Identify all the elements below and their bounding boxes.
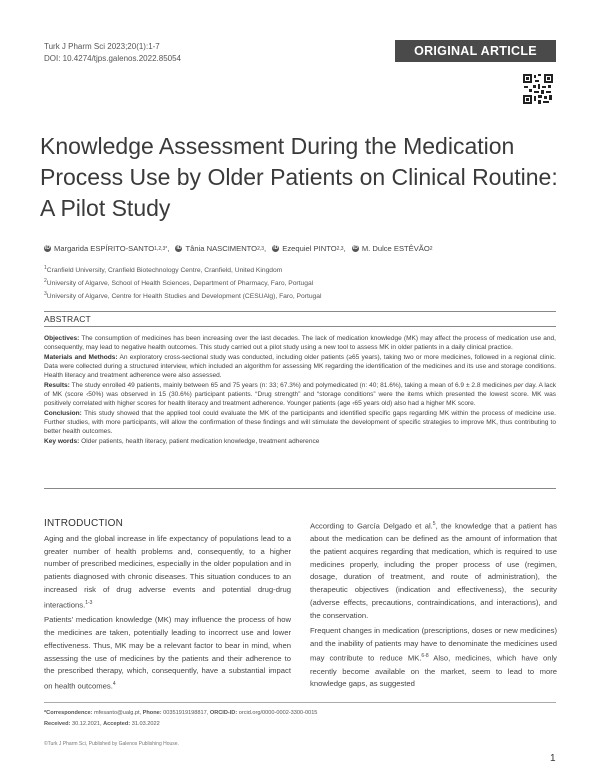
paragraph: Frequent changes in medication (prescriptions, doses or new medicines) and the inability of patients may have to denominate the medicines used may contribute to reduce MK.$^{6-8}$ Also, medicines, which have only recently become available on the market, seem to lead to more knowledge gaps, as suggested <box>310 625 557 689</box>
paragraph: According to García Delgado et al.$^5$, the knowledge that a patient has about the medication can be defined as the amount of information that the patient acquires regarding that medication, which is required to use medicines properly, including the proper process of use (regimen, dosage, duration of treatment, and route of administration), the therapeutic objectives (indication and effectiveness), the security (adverse effects, precautions, contraindications, and interactions), and the conservation. <box>310 521 557 620</box>
author-name: M. Dulce ESTÊVÃO <box>361 244 430 253</box>
author: iD Tânia NASCIMENTO 2,3 , <box>176 244 267 253</box>
abstract-bottom-rule <box>44 488 556 489</box>
author-name: Margarida ESPÍRITO-SANTO <box>54 244 155 253</box>
author-affiliation-mark: 2 <box>429 245 433 252</box>
abstract-heading-rule <box>44 326 556 327</box>
citation-ref[interactable]: 5 <box>432 521 436 527</box>
paragraph: Aging and the global increase in life expectancy of populations lead to a greater number of health problems and, consequently, to a higher number of prescribed medicines, especially in the older population and in patients diagnosed with chronic diseases. This situation conduces to an increased risk of drug adverse events and potential drug-drug interactions.$^{1-3}$ <box>44 534 291 610</box>
abstract-top-rule <box>44 311 556 312</box>
copyright-notice: ©Turk J Pharm Sci, Published by Galenos Publishing House. <box>44 741 179 747</box>
citation-ref[interactable]: 4 <box>112 680 116 687</box>
author-list <box>44 242 437 253</box>
abstract-keywords: Key words: Older patients, health literacy, patient medication knowledge, treatment adherence <box>44 437 320 445</box>
paragraph: Patients’ medication knowledge (MK) may influence the process of how the medicines are taken, potentially leading to incorrect use and lower effectiveness. Thus, MK may be a relevant factor to bear in mind, when assessing the use of medicines by the patients and their adherence to the prescribed therapy, which, consequently, have a substantial impact on health outcomes.$^4$ <box>44 615 291 691</box>
abstract-results: Results: The study enrolled 49 patients, mainly between 65 and 75 years (n: 33; 67.3%) and polymedicated (n: 40; 81.6%), taking a mean of 6.9 ± 2.8 medicines per day. A lack of MK (score ‹50%) was observed in 15 (30.6%) participant patients. “Drug strength” and “storage conditions” were the items which presented the lowest score. MK was positively correlated with higher scores for health literacy and treatment adherence. Younger patients (age ‹65 years old) also had a higher MK score. <box>44 381 556 408</box>
citation-ref[interactable]: 6-8 <box>421 653 429 660</box>
dates-line: Received: 30.12.2021, Accepted: 31.03.2022 <box>44 720 160 727</box>
author-affiliation-mark: 1,2,3* <box>154 245 168 252</box>
orcid-icon[interactable]: iD <box>273 245 279 251</box>
affiliation: $^2$University of Algarve, School of Health Sciences, Department of Pharmacy, Faro, Portugal <box>44 278 314 288</box>
abstract-conclusion: Conclusion: This study showed that the applied tool could evaluate the MK of the participants and identified specific gaps regarding MK within the process of medicine use. Further studies, with more participants, will allow the confirmation of these findings and will stimulate the development of specific strategies to improve MK, thus contributing to better health outcomes. <box>44 409 556 436</box>
page-number: 1 <box>550 753 556 764</box>
author-name: Tânia NASCIMENTO <box>185 244 258 253</box>
journal-line: Turk J Pharm Sci 2023;20(1):1-7 <box>44 42 160 51</box>
abstract-objectives: Objectives: The consumption of medicines has been increasing over the last decades. The lack of medication knowledge (MK) may affect the process of medication use and, consequently, may lead to negative health outcomes. This study carried out a pilot study using a new tool to assess MK in older patients in a daily clinical practice. <box>44 335 556 352</box>
orcid-icon[interactable]: iD <box>176 245 182 251</box>
orcid-icon[interactable]: iD <box>45 245 50 251</box>
abstract-body <box>44 334 556 446</box>
body-column-left <box>44 533 291 696</box>
affiliation: $^3$University of Algarve, Centre for Health Studies and Development (CESUAlg), Faro, Portugal <box>44 291 322 301</box>
author <box>352 244 433 253</box>
affiliation: $^1$Cranfield University, Cranfield Biotechnology Centre, Cranfield, United Kingdom <box>44 265 283 275</box>
introduction-heading: INTRODUCTION <box>44 518 124 529</box>
abstract-methods: Materials and Methods: An exploratory cross-sectional study was conducted, including older patients (≥65 years), taking two or more medicines, followed in a regional clinic. Data were collected during a structured interview, which included an algorithm for assessing MK regarding the identification of the medicines and its use and storage conditions. Health literacy and treatment adherence were also assessed. <box>44 353 556 380</box>
orcid-icon[interactable]: iD <box>352 245 358 251</box>
author: iD Ezequiel PINTO 2,3 , <box>273 244 346 253</box>
qr-code-icon <box>523 74 553 104</box>
author: iD Margarida ESPÍRITO-SANTO 1,2,3* , <box>45 244 170 253</box>
article-title: Knowledge Assessment During the Medication Process Use by Older Patients on Clinical Routine: A Pilot Study <box>40 133 558 221</box>
correspondence-line: *Correspondence: mfesanto@ualg.pt, Phone: 00351919198817, ORCID-ID: orcid.org/0000-0002-3300-0015 <box>44 710 318 716</box>
affiliation-list <box>44 263 321 303</box>
abstract-heading: ABSTRACT <box>44 314 91 324</box>
correspondence-footer <box>44 708 317 729</box>
citation-ref[interactable]: 1-3 <box>85 599 93 606</box>
author-name: Ezequiel PINTO <box>282 244 337 253</box>
article-type-badge: ORIGINAL ARTICLE <box>395 40 556 62</box>
doi-line[interactable]: DOI: 10.4274/tjps.galenos.2022.85054 <box>44 53 181 63</box>
author-affiliation-mark: 2,3 <box>257 245 265 252</box>
footer-rule <box>44 702 556 703</box>
author-affiliation-mark: 2,3 <box>336 245 344 252</box>
journal-citation <box>44 41 181 64</box>
body-column-right <box>310 518 557 693</box>
